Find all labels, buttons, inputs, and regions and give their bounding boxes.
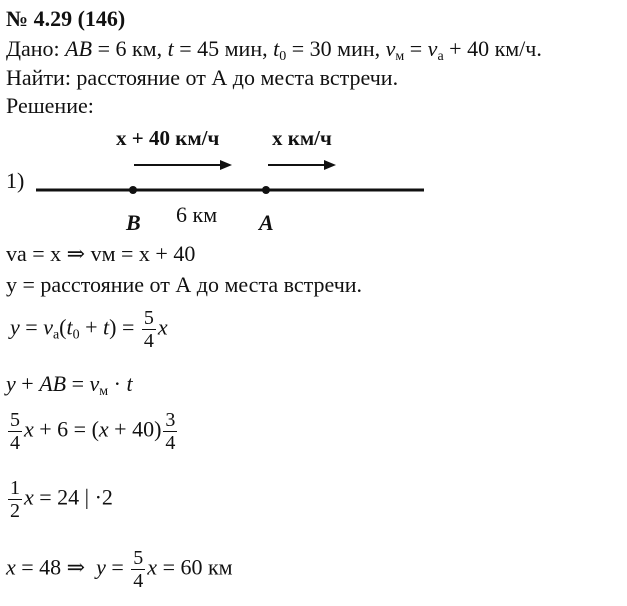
solution-step-1: va = x ⇒ vм = x + 40: [6, 241, 196, 266]
arrow-right-label: x км/ч: [272, 126, 332, 150]
solution-step-4: y + AB = $v_м \cdot t$: [6, 371, 133, 399]
solution-step-3: $y = v_а(t_0 + t)$ = $\frac{5}{4}$ x: [10, 307, 168, 352]
find-line: Найти: расстояние от А до места встречи.: [6, 65, 399, 90]
item-number: 1): [6, 168, 25, 193]
fraction-one-half: $\frac{1}{2}$: [10, 477, 20, 522]
solution-step-6: $\frac{1}{2}$ x = 24 | ·2: [10, 477, 113, 522]
arrow-right-head: [324, 160, 336, 170]
point-b-label: B: [126, 210, 141, 235]
given-eq: =: [409, 36, 423, 61]
given-vm-sub: м: [395, 49, 405, 64]
given-t0-value: = 30 мин,: [291, 36, 381, 61]
given-tail: + 40 км/ч.: [449, 36, 542, 61]
fraction-three-fourths: $\frac{3}{4}$: [165, 409, 176, 454]
point-a-label: A: [259, 210, 274, 235]
given-va-var: v: [427, 36, 438, 61]
given-t-var: t: [167, 36, 174, 61]
point-a-dot: [262, 186, 270, 194]
solution-step-7: x = 48 ⇒ y = $\frac{5}{4}$ x = 60 км: [6, 547, 233, 592]
solution-label: Решение:: [6, 93, 94, 118]
fraction-five-fourths-2: $\frac{5}{4}$: [10, 409, 20, 454]
problem-number: № 4.29 (146): [6, 6, 126, 31]
given-t0-var: t: [273, 36, 280, 61]
arrow-left-label: x + 40 км/ч: [116, 126, 220, 150]
solution-step-5: $\frac{5}{4}$ x + 6 = (x + 40) $\frac{3}{4}$: [10, 409, 176, 454]
given-ab-value: = 6 км,: [97, 36, 163, 61]
arrow-left-head: [220, 160, 232, 170]
given-label: Дано:: [6, 36, 60, 61]
point-b-dot: [129, 186, 137, 194]
given-t-value: = 45 мин,: [179, 36, 268, 61]
fraction-five-fourths: $\frac{5}{4}$: [143, 307, 154, 352]
distance-label: 6 км: [176, 202, 218, 227]
given-va-sub: а: [437, 49, 444, 64]
fraction-five-fourths-3: $\frac{5}{4}$: [133, 547, 144, 592]
solution-step-2: y = расстояние от А до места встречи.: [6, 272, 363, 297]
given-vm-var: v: [385, 36, 396, 61]
given-t0-sub: 0: [279, 49, 287, 64]
given-ab-var: AB: [65, 36, 93, 61]
